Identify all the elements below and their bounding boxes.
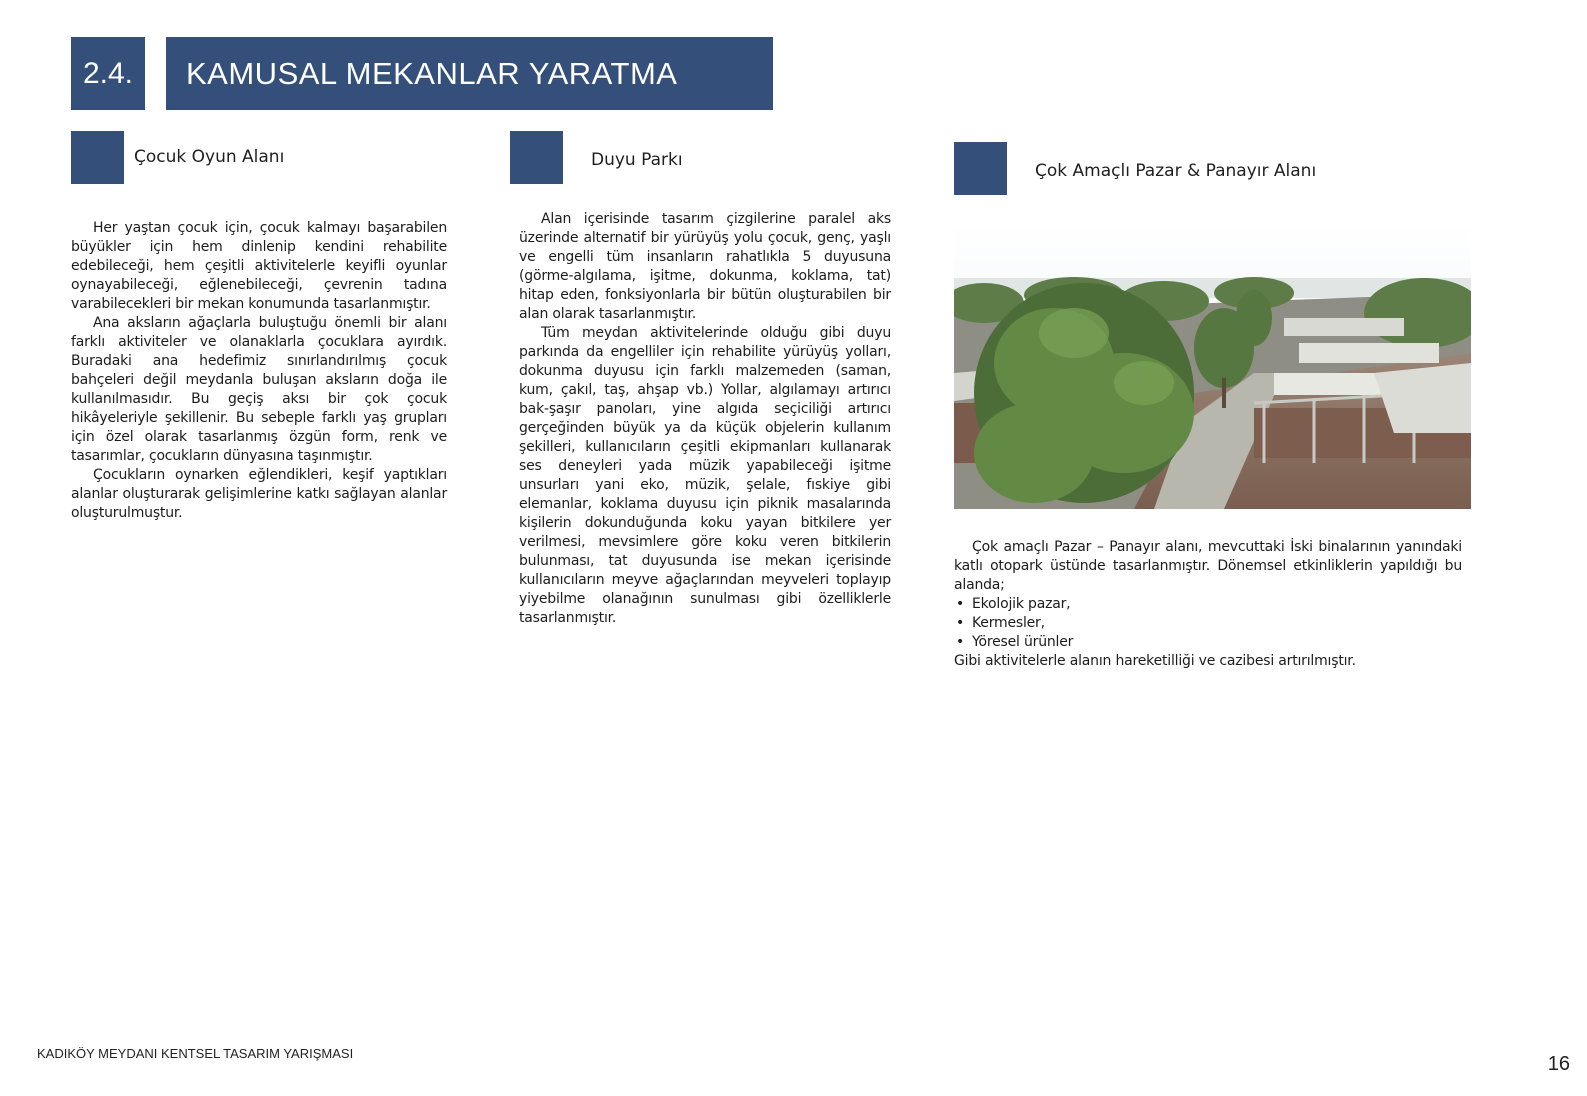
section-body-duyu-parki bbox=[519, 210, 891, 628]
page-number: 16 bbox=[1547, 1053, 1570, 1075]
paragraph: Ana aksların ağaçlarla buluştuğu önemli bir alanı farklı aktiviteler ve olanaklarla çocuklara ayırdık. Buradaki ana hedefimiz sınırlandırılmış çocuk bahçeleri değil meydanla buluşan aksların doğa ile kullanılmasıdır. Bu geçiş aksı bir çok çocuk hikâyeleriyle şekillenir. Bu sebeple farklı yaş grupları için özel olarak tasarlanmış özgün form, renk ve tasarımlar, çocukların dünyasına taşınmıştır. bbox=[71, 315, 447, 464]
section-number-box bbox=[71, 37, 145, 110]
paragraph-outro: Gibi aktivitelerle alanın hareketilliği ve cazibesi artırılmıştır. bbox=[954, 653, 1356, 669]
section-title-duyu-parki: Duyu Parkı bbox=[591, 150, 683, 170]
section-title-cocuk-oyun-alani: Çocuk Oyun Alanı bbox=[134, 147, 285, 167]
page-title: KAMUSAL MEKANLAR YARATMA bbox=[186, 55, 678, 91]
activity-list bbox=[954, 595, 1462, 652]
paragraph: Alan içerisinde tasarım çizgilerine paralel aks üzerinde alternatif bir yürüyüş yolu çocuk, genç, yaşlı ve engelli tüm insanların rahatlıkla 5 duyusuna (görme-algılama, işitme, dokunma, koklama, tat) hitap eden, fonksiyonlarla bir bütün oluşturabilen bir alan olarak tasarlanmıştır. bbox=[519, 211, 891, 322]
section-marker-3 bbox=[954, 142, 1007, 195]
paragraph-intro: Çok amaçlı Pazar – Panayır alanı, mevcuttaki İski binalarının yanındaki katlı otopark üstünde tasarlanmıştır. Dönemsel etkinliklerin yapıldığı bu alanda; bbox=[954, 539, 1462, 593]
section-title-pazar-panayir-alani: Çok Amaçlı Pazar & Panayır Alanı bbox=[1035, 161, 1317, 181]
list-item: • Yöresel ürünler bbox=[954, 633, 1462, 652]
paragraph: Çocukların oynarken eğlendikleri, keşif yaptıkları alanlar oluşturarak gelişimlerine katkı sağlayan alanlar oluşturulmuştur. bbox=[71, 467, 447, 521]
section-marker-1 bbox=[71, 131, 124, 184]
market-area-rendering-image bbox=[954, 223, 1471, 509]
paragraph: Her yaştan çocuk için, çocuk kalmayı başarabilen büyükler için hem dinlenip kendini rehabilite edebileceği, hem çeşitli aktivitelerle keyifli oyunlar oynayabileceği, eğlenebileceği, çevrenin tadına varabilecekleri bir mekan konumunda tasarlanmıştır. bbox=[71, 220, 447, 312]
section-marker-2 bbox=[510, 131, 563, 184]
footer-project-title: KADIKÖY MEYDANI KENTSEL TASARIM YARIŞMASI bbox=[37, 1046, 354, 1061]
list-item: • Ekolojik pazar, bbox=[954, 595, 1462, 614]
section-body-cocuk-oyun-alani bbox=[71, 219, 447, 523]
paragraph: Tüm meydan aktivitelerinde olduğu gibi duyu parkında da engelliler için rehabilite yürüyüş yolları, dokunma duyusu için farklı malzemeden (saman, kum, çakıl, taş, ahşap vb.) Yollar, algılamayı artırıcı bak-şaşır panoları, yine algıda seçiciliği artırıcı gerçeğinden büyük ya da küçük objelerin kullanım şekilleri, kullanıcıların çeşitli ekipmanları kullanarak ses deneyleri yada müzik yapabileceği işitme unsurları yani eko, müzik, şelale, fıskiye gibi elemanlar, koklama duyusu için piknik masalarında kişilerin dokunduğunda koku yayan bitkilere yer verilmesi, mevsimlere göre koku veren bitkilerin bulunması, tat duyusunda ise mekan içerisinde kullanıcıların meyve ağaçlarından meyveleri toplayıp yiyebilme olanağının sunulması gibi özelliklerle tasarlanmıştır. bbox=[519, 325, 891, 626]
list-item: • Kermesler, bbox=[954, 614, 1462, 633]
section-number: 2.4. bbox=[82, 56, 134, 90]
section-body-pazar-panayir-alani bbox=[954, 538, 1462, 671]
page-title-box bbox=[166, 37, 773, 110]
